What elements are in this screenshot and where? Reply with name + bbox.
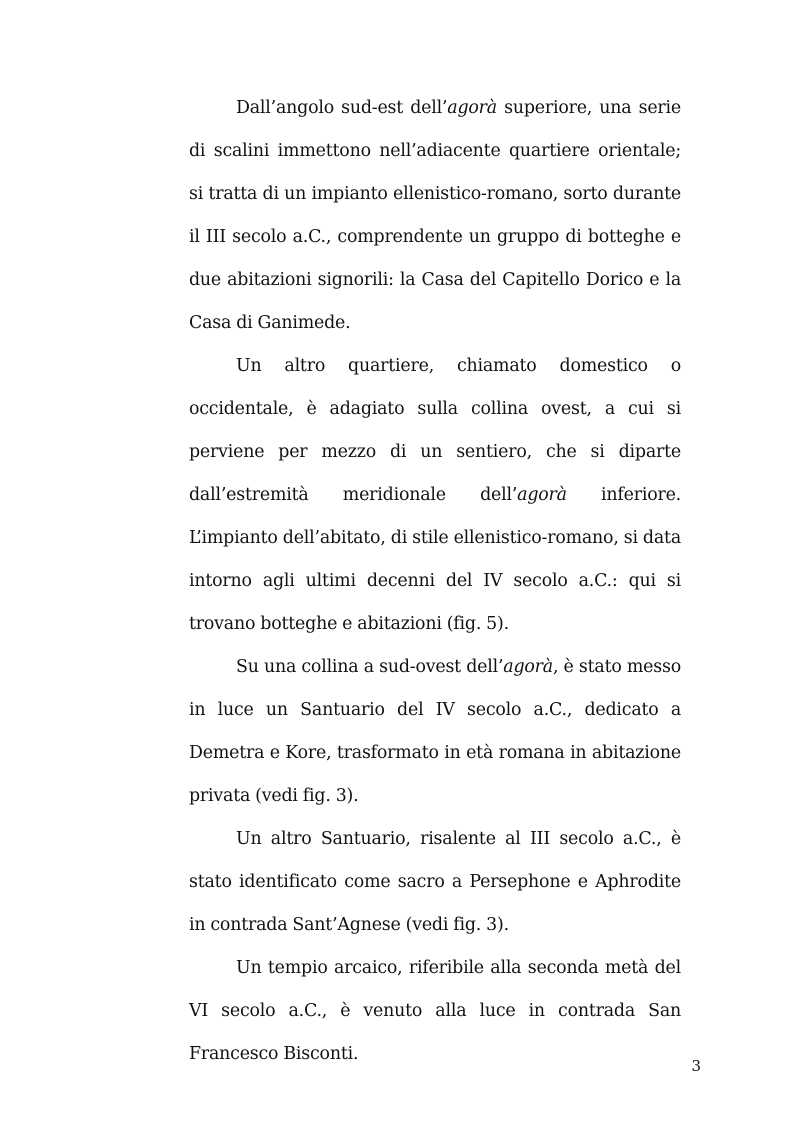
body-text: [189, 87, 681, 1076]
paragraph-3: [189, 646, 681, 818]
text-segment: inferiore. L’impianto dell’abitato, di stile ellenistico-romano, si data intorno agli ultimi decenni del IV secolo a.C.: qui si trovano botteghe e abitazioni (fig. 5).: [189, 485, 682, 634]
paragraph-1: [189, 87, 681, 345]
paragraph-4: [189, 818, 681, 947]
italic-term-agora: agorà: [503, 657, 553, 677]
text-segment: , è stato messo in luce un Santuario del IV secolo a.C., dedicato a Demetra e Kore, trasformato in età romana in abitazione privata (vedi fig. 3).: [189, 657, 681, 806]
text-segment: Un altro Santuario, risalente al III secolo a.C., è stato identificato come sacro a Persephone e Aphrodite in contrada Sant’Agnese (vedi fig. 3).: [189, 829, 681, 935]
italic-term-agora: agorà: [447, 98, 497, 118]
text-segment: Un tempio arcaico, riferibile alla seconda metà del VI secolo a.C., è venuto alla luce in contrada San Francesco Bisconti.: [189, 958, 681, 1064]
paragraph-5: [189, 947, 681, 1076]
paragraph-2: [189, 345, 681, 646]
page-number: 3: [691, 1057, 701, 1075]
italic-term-agora: agorà: [517, 485, 567, 505]
text-segment: superiore, una serie di scalini immettono nell’adiacente quartiere orientale; si tratta di un impianto ellenistico-romano, sorto durante il III secolo a.C., comprendente un gruppo di botteghe e due abitazioni signorili: la Casa del Capitello Dorico e la Casa di Ganimede.: [189, 98, 681, 333]
text-segment: Un altro quartiere, chiamato domestico o occidentale, è adagiato sulla collina ovest, a cui si perviene per mezzo di un sentiero, che si diparte dall’estremità meridionale dell’: [189, 356, 681, 505]
text-segment: Dall’angolo sud-est dell’: [236, 98, 448, 118]
text-segment: Su una collina a sud-ovest dell’: [236, 657, 504, 677]
